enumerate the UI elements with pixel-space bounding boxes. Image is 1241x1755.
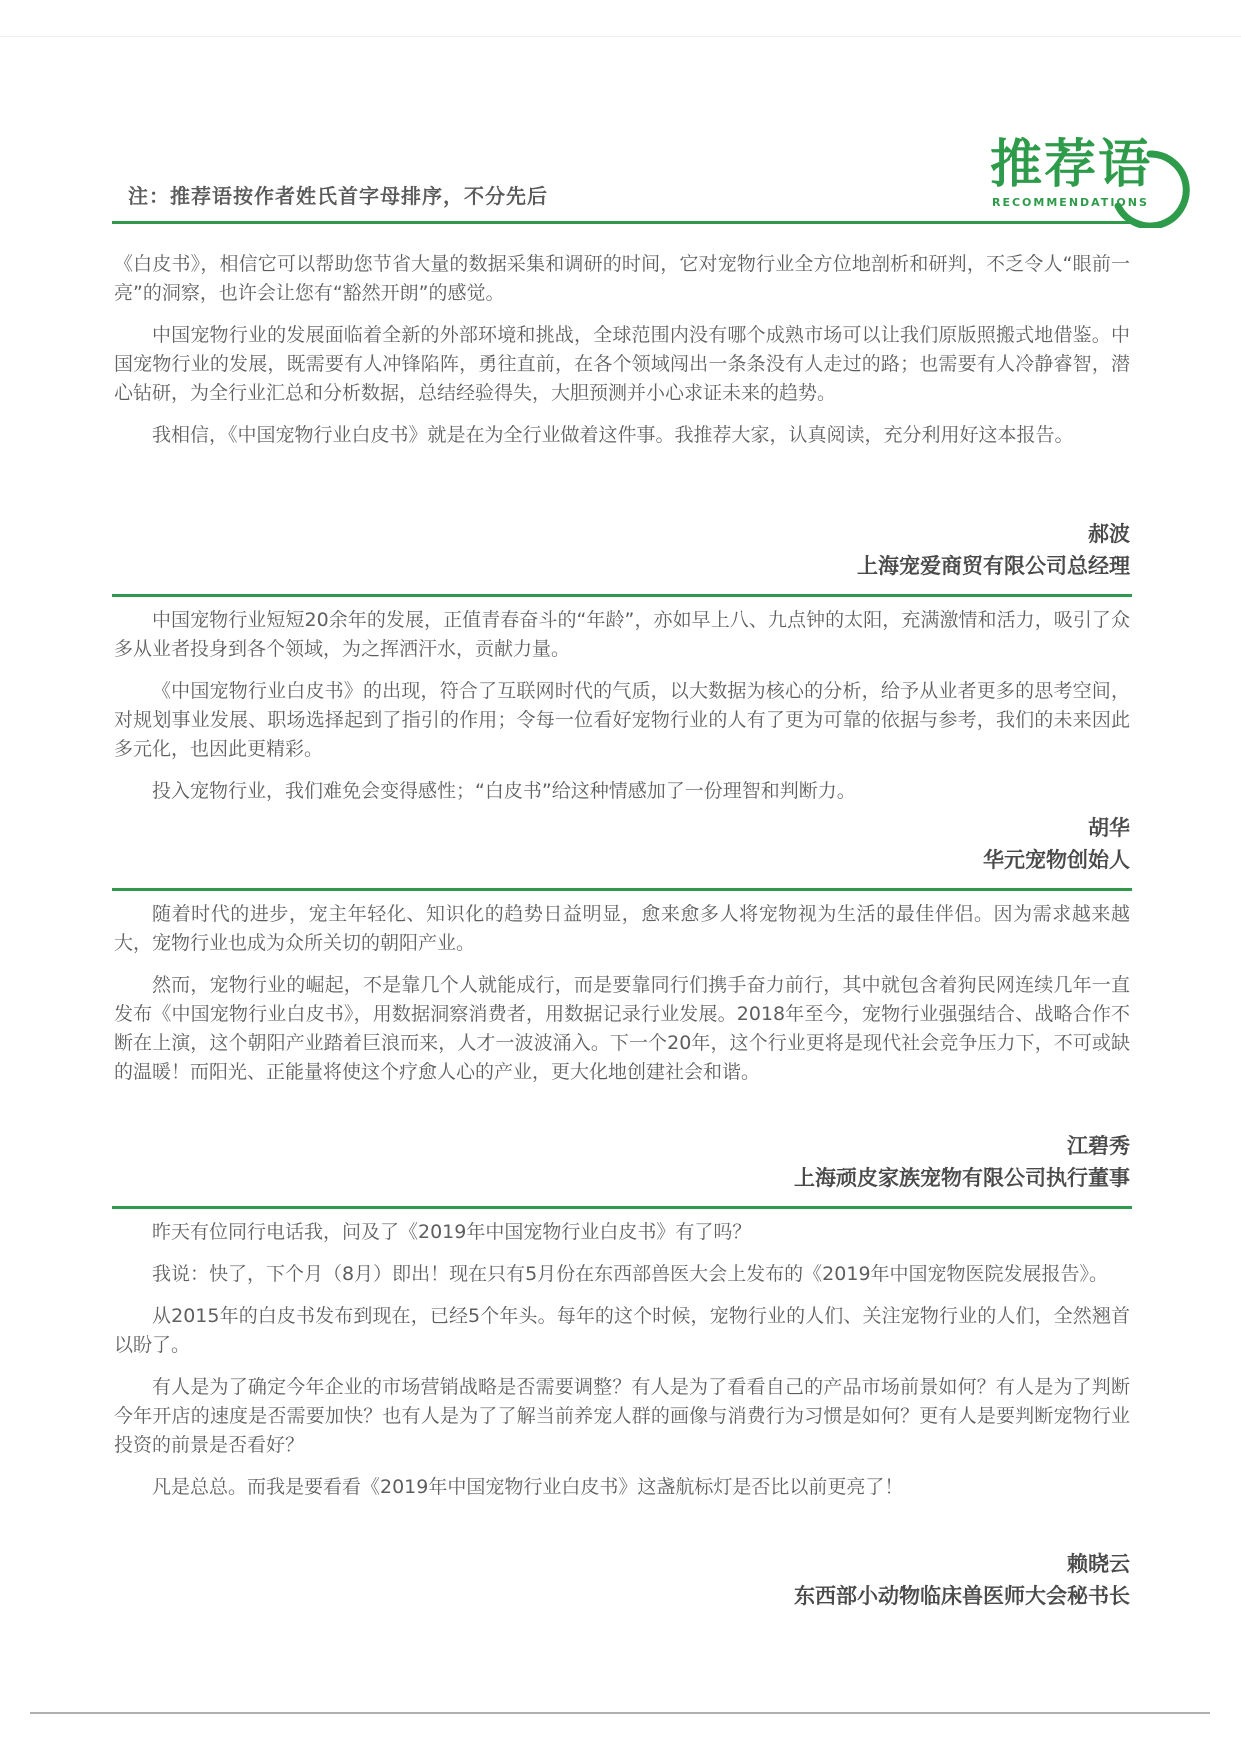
recommendations-logo — [990, 120, 1200, 230]
signature-3 — [530, 1130, 1130, 1194]
sort-note: 注：推荐语按作者姓氏首字母排序，不分先后 — [128, 184, 548, 208]
top-border-line — [0, 36, 1241, 37]
paragraph: 随着时代的进步，宠主年轻化、知识化的趋势日益明显，愈来愈多人将宠物视为生活的最佳伴侣。因为需求越来越大，宠物行业也成为众所关切的朝阳产业。 — [114, 903, 1130, 954]
signature-2 — [530, 812, 1130, 876]
section-divider — [112, 1206, 1132, 1209]
author-name: 胡华 — [1088, 816, 1130, 840]
author-title: 上海宠爱商贸有限公司总经理 — [857, 554, 1130, 578]
recommendation-section-4 — [114, 1218, 1130, 1515]
paragraph: 昨天有位同行电话我，问及了《2019年中国宠物行业白皮书》有了吗？ — [152, 1221, 752, 1243]
signature-4 — [530, 1548, 1130, 1612]
paragraph: 《白皮书》，相信它可以帮助您节省大量的数据采集和调研的时间，它对宠物行业全方位地剖析和研判，不乏令人“眼前一亮”的洞察，也许会让您有“豁然开朗”的感觉。 — [114, 253, 1130, 304]
section-divider — [112, 221, 1132, 224]
logo-title: 推荐语 — [990, 135, 1153, 195]
paragraph: 有人是为了确定今年企业的市场营销战略是否需要调整？有人是为了看看自己的产品市场前景如何？有人是为了判断今年开店的速度是否需要加快？也有人是为了了解当前养宠人群的画像与消费行为习惯是如何？更有人是要判断宠物行业投资的前景是否看好？ — [114, 1376, 1130, 1456]
paragraph: 我相信，《中国宠物行业白皮书》就是在为全行业做着这件事。我推荐大家，认真阅读，充分利用好这本报告。 — [152, 424, 1074, 446]
author-name: 赖晓云 — [1067, 1552, 1130, 1576]
recommendation-section-1 — [114, 250, 1130, 463]
paragraph: 我说：快了，下个月（8月）即出！现在只有5月份在东西部兽医大会上发布的《2019年中国宠物医院发展报告》。 — [152, 1263, 1109, 1285]
paragraph: 投入宠物行业，我们难免会变得感性；“白皮书”给这种情感加了一份理智和判断力。 — [152, 780, 856, 802]
paragraph: 中国宠物行业短短20余年的发展，正值青春奋斗的“年龄”，亦如早上八、九点钟的太阳，充满激情和活力，吸引了众多从业者投身到各个领域，为之挥洒汗水，贡献力量。 — [114, 609, 1130, 660]
paragraph: 《中国宠物行业白皮书》的出现，符合了互联网时代的气质，以大数据为核心的分析，给予从业者更多的思考空间，对规划事业发展、职场选择起到了指引的作用；令每一位看好宠物行业的人有了更为可靠的依据与参考，我们的未来因此多元化，也因此更精彩。 — [114, 680, 1130, 760]
bottom-border-line — [30, 1712, 1210, 1714]
author-title: 华元宠物创始人 — [983, 848, 1130, 872]
signature-1 — [530, 518, 1130, 582]
paragraph: 然而，宠物行业的崛起，不是靠几个人就能成行，而是要靠同行们携手奋力前行，其中就包含着狗民网连续几年一直发布《中国宠物行业白皮书》，用数据洞察消费者，用数据记录行业发展。2018年至今，宠物行业强强结合、战略合作不断在上演，这个朝阳产业踏着巨浪而来，人才一波波涌入。下一个20年，这个行业更将是现代社会竞争压力下，不可或缺的温暖！而阳光、正能量将使这个疗愈人心的产业，更大化地创建社会和谐。 — [114, 974, 1130, 1083]
recommendation-section-3 — [114, 900, 1130, 1100]
logo-subtitle: RECOMMENDATIONS — [992, 196, 1149, 209]
author-name: 郝波 — [1088, 522, 1130, 546]
author-title: 东西部小动物临床兽医师大会秘书长 — [794, 1584, 1130, 1608]
paragraph: 中国宠物行业的发展面临着全新的外部环境和挑战，全球范围内没有哪个成熟市场可以让我们原版照搬式地借鉴。中国宠物行业的发展，既需要有人冲锋陷阵，勇往直前，在各个领域闯出一条条没有人走过的路；也需要有人冷静睿智，潜心钻研，为全行业汇总和分析数据，总结经验得失，大胆预测并小心求证未来的趋势。 — [114, 324, 1130, 404]
section-divider — [112, 594, 1132, 597]
author-name: 江碧秀 — [1067, 1134, 1130, 1158]
paragraph: 凡是总总。而我是要看看《2019年中国宠物行业白皮书》这盏航标灯是否比以前更亮了！ — [152, 1476, 904, 1498]
paragraph: 从2015年的白皮书发布到现在，已经5个年头。每年的这个时候，宠物行业的人们、关注宠物行业的人们，全然翘首以盼了。 — [114, 1305, 1130, 1356]
section-divider — [112, 888, 1132, 891]
author-title: 上海顽皮家族宠物有限公司执行董事 — [794, 1166, 1130, 1190]
page-header — [110, 120, 1200, 230]
recommendation-section-2 — [114, 606, 1130, 819]
